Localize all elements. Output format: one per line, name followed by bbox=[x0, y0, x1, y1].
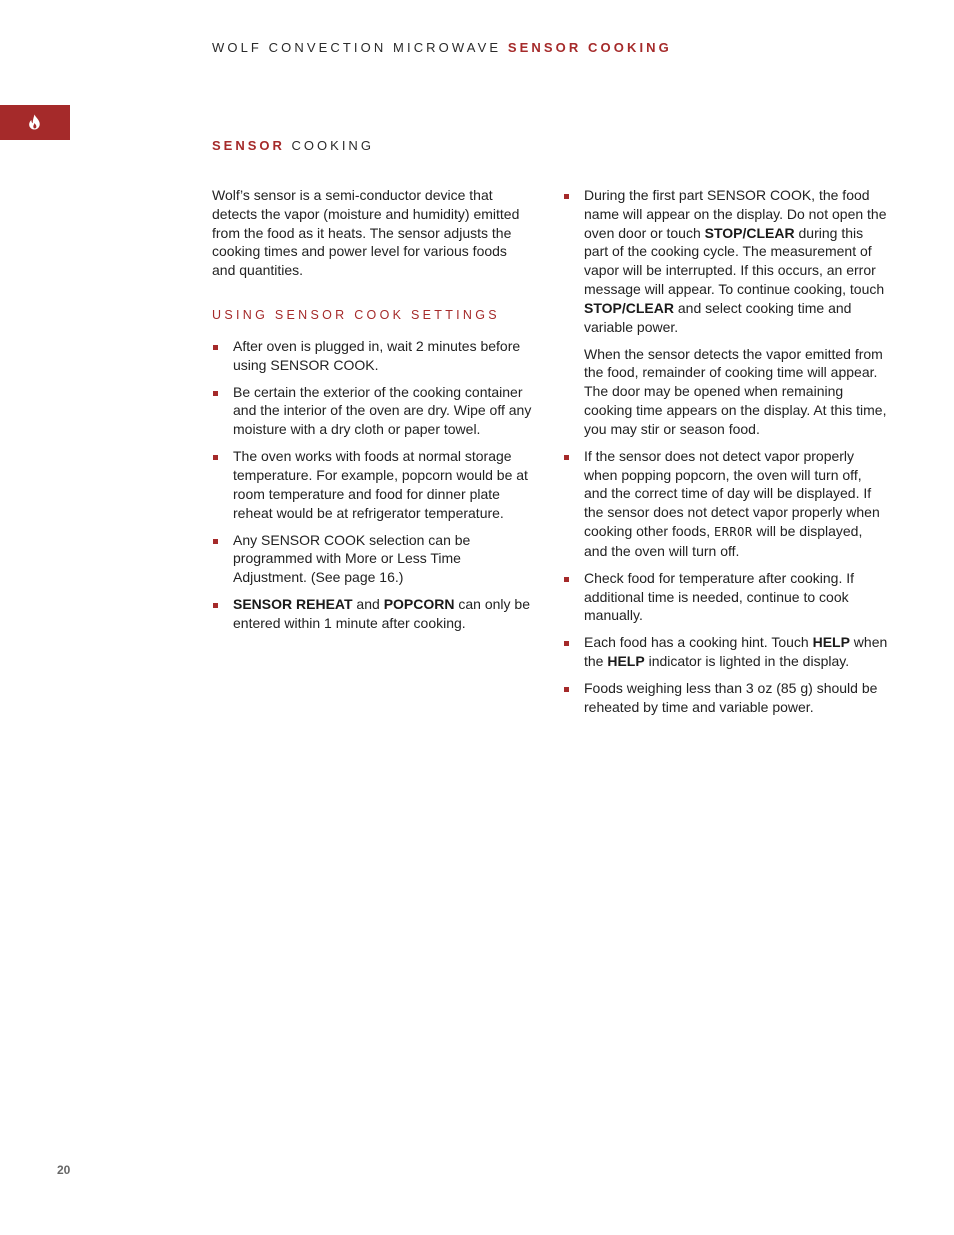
bullet-text: Each food has a cooking hint. Touch bbox=[584, 634, 813, 651]
bullet-text: and select cooking time and variable power. bbox=[584, 299, 852, 335]
bullet-square-icon bbox=[213, 345, 218, 350]
bullet-square-icon bbox=[213, 539, 218, 544]
right-bullet-list bbox=[563, 186, 888, 717]
bullet-text: The oven works with foods at normal storage temperature. For example, popcorn would be at room temperature and food for dinner plate reheat would be at refrigerator temperature. bbox=[233, 448, 528, 521]
bullet-text: will be displayed, and the oven will turn off. bbox=[584, 522, 863, 559]
bullet-square-icon bbox=[564, 455, 569, 460]
bullet-text: Be certain the exterior of the cooking container and the interior of the oven are dry. Wipe off any moisture with a dry cloth or paper towel. bbox=[233, 383, 532, 438]
section-title-accent: SENSOR bbox=[212, 138, 285, 153]
bullet-paragraph bbox=[584, 186, 888, 336]
list-item bbox=[563, 569, 888, 625]
header-product: WOLF CONVECTION MICROWAVE bbox=[212, 40, 502, 55]
bold-term: HELP bbox=[812, 634, 850, 651]
list-item bbox=[563, 679, 888, 717]
flame-icon bbox=[28, 114, 41, 130]
bullet-square-icon bbox=[213, 455, 218, 460]
bullet-text: If the sensor does not detect vapor properly when popping popcorn, the oven will turn off, and the correct time of day will be displayed. If the sensor does not detect vapor properly when cooking other foods, bbox=[584, 447, 880, 539]
bullet-square-icon bbox=[564, 194, 569, 199]
left-bullet-list bbox=[212, 337, 532, 633]
bullet-text: when the bbox=[584, 634, 888, 670]
bullet-text: Foods weighing less than 3 oz (85 g) should be reheated by time and variable power. bbox=[584, 680, 878, 715]
bullet-text: and bbox=[352, 596, 384, 613]
running-header bbox=[212, 40, 672, 55]
bullet-text: can only be entered within 1 minute after cooking. bbox=[233, 596, 530, 631]
page-number: 20 bbox=[57, 1163, 71, 1177]
subheading: USING SENSOR COOK SETTINGS bbox=[212, 307, 500, 322]
list-item bbox=[212, 595, 532, 633]
list-item bbox=[563, 447, 888, 561]
bullet-text: During the first part SENSOR COOK, the food name will appear on the display. Do not open the oven door or touch bbox=[584, 187, 887, 241]
list-item bbox=[563, 186, 888, 439]
bullet-square-icon bbox=[213, 391, 218, 396]
list-item bbox=[212, 383, 532, 439]
bullet-paragraph-continued: When the sensor detects the vapor emitted from the food, remainder of cooking time will appear. The door may be opened when remaining cooking time appears on the display. At this time, you may stir or season food. bbox=[584, 345, 887, 437]
list-item bbox=[212, 531, 532, 587]
bullet-text: Any SENSOR COOK selection can be programmed with More or Less Time Adjustment. (See page 16.) bbox=[233, 531, 471, 586]
bullet-square-icon bbox=[213, 603, 218, 608]
bullet-text: After oven is plugged in, wait 2 minutes before using SENSOR COOK. bbox=[233, 337, 521, 373]
bullet-text: indicator is lighted in the display. bbox=[644, 653, 850, 670]
bullet-text: Check food for temperature after cooking. If additional time is needed, continue to cook manually. bbox=[584, 569, 855, 624]
right-column bbox=[563, 186, 888, 725]
bullet-square-icon bbox=[564, 577, 569, 582]
list-item bbox=[563, 633, 888, 671]
section-title-rest: COOKING bbox=[291, 138, 374, 153]
bullet-square-icon bbox=[564, 687, 569, 692]
list-item bbox=[212, 337, 532, 375]
list-item bbox=[212, 447, 532, 522]
bullet-square-icon bbox=[564, 641, 569, 646]
display-readout: ERROR bbox=[713, 524, 753, 539]
bold-term: STOP/CLEAR bbox=[584, 299, 674, 316]
bold-term: STOP/CLEAR bbox=[704, 224, 795, 241]
header-section: SENSOR COOKING bbox=[507, 40, 672, 55]
bold-term: HELP bbox=[607, 653, 645, 670]
section-title bbox=[212, 138, 374, 153]
intro-paragraph: Wolf’s sensor is a semi-conductor device that detects the vapor (moisture and humidity) emitted from the food as it heats. The sensor adjusts the cooking times and power level for various foods and quantities. bbox=[212, 187, 520, 279]
left-column bbox=[212, 186, 532, 641]
bold-term: POPCORN bbox=[383, 596, 455, 613]
bold-term: SENSOR REHEAT bbox=[233, 596, 353, 613]
bullet-text: during this part of the cooking cycle. The measurement of vapor will be interrupted. If this occurs, an error message will appear. To continue cooking, touch bbox=[584, 224, 885, 297]
section-tab bbox=[0, 105, 70, 140]
